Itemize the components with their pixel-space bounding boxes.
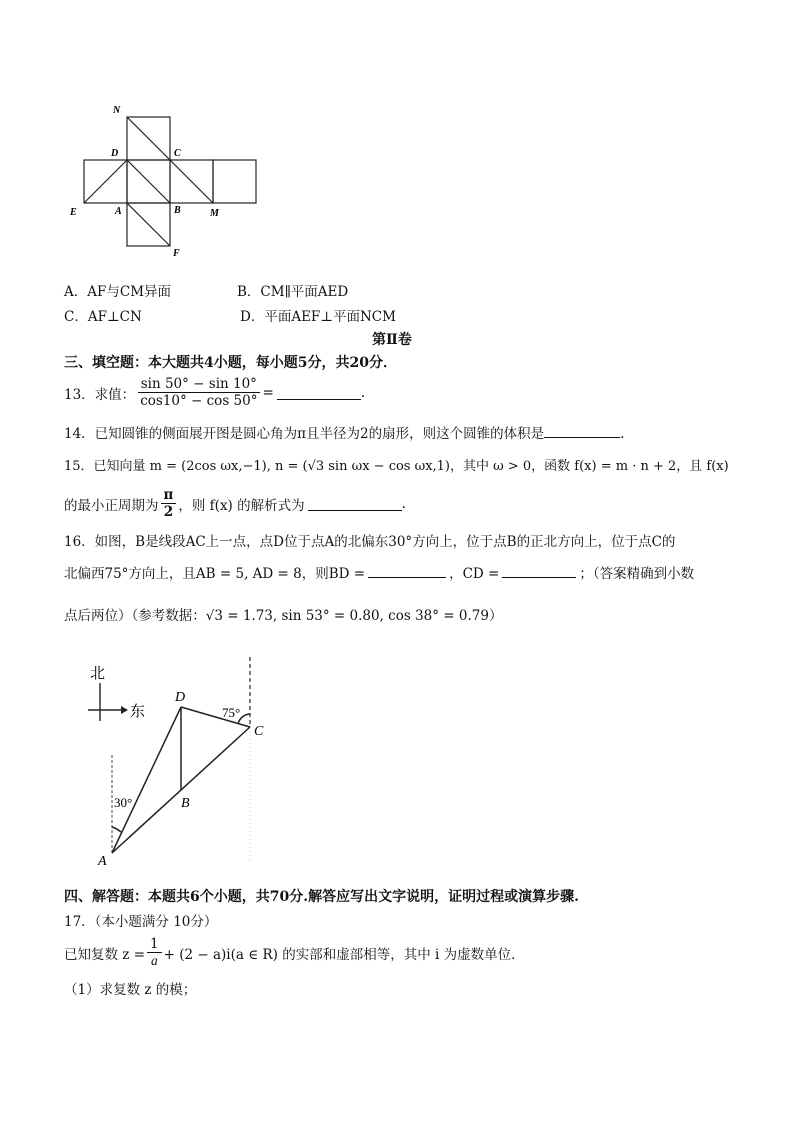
q13-equals: = [262, 384, 274, 401]
diagonal-NC [127, 117, 170, 160]
diagonal-ED [84, 160, 127, 203]
north-label: 北 [90, 666, 106, 682]
q13-answer-blank[interactable] [277, 385, 361, 400]
option-A: A．AF与CM异面 [64, 284, 172, 300]
q13-fraction [137, 376, 260, 409]
net-square-far-right [213, 160, 256, 203]
q13-prefix: 13．求值： [64, 386, 136, 403]
angle-C-label: 75° [222, 705, 241, 720]
q17-frac-den: a [150, 953, 158, 968]
q17-pre: 已知复数 z = [64, 946, 146, 963]
q15-line1: 15．已知向量 m = (2cos ωx,−1), n = (√3 sin ωx − cos ωx,1)，其中 ω > 0，函数 f(x) = m · n + 2，且 f(x) [64, 459, 729, 474]
label-M: M [210, 208, 219, 219]
q17-statement [64, 936, 525, 969]
q17-sub1: （1）求复数 z 的模； [64, 982, 197, 998]
point-C-label: C [254, 724, 264, 739]
diagonal-DB [127, 160, 170, 203]
q14-end: . [620, 426, 625, 442]
q15-fraction [161, 487, 177, 520]
q17-fraction [147, 936, 162, 969]
part4-heading: 四、解答题：本题共6个小题，共70分.解答应写出文字说明，证明过程或演算步骤. [64, 889, 579, 905]
q17-post: + (2 − a)i(a ∈ R) 的实部和虚部相等，其中 i 为虚数单位． [163, 946, 525, 963]
q15-line2-pre: 的最小正周期为 [64, 497, 159, 514]
q13-end: . [360, 384, 366, 401]
point-D-label: D [175, 690, 186, 705]
q15-line2 [64, 487, 406, 520]
q13 [64, 376, 365, 409]
q17-title: 17．（本小题满分 10分） [64, 914, 218, 930]
segment-AD [112, 707, 181, 853]
section-title: 第Ⅱ卷 [372, 332, 412, 348]
angle-arc-A [112, 827, 121, 832]
q16-line2-post: ；（答案精确到小数 [579, 566, 695, 582]
q16-line3: 点后两位）（参考数据：√3 = 1.73, sin 53° = 0.80, cos 38° = 0.79） [64, 608, 503, 624]
q16-line2 [64, 562, 694, 582]
point-B-label: B [181, 796, 190, 811]
label-N: N [113, 105, 121, 116]
q16-line2-pre: 北偏西75°方向上，且AB = 5, AD = 8，则BD = [64, 566, 366, 582]
q16-cd-blank[interactable] [502, 563, 576, 578]
q14-text: 14．已知圆锥的侧面展开图是圆心角为π且半径为2的扇形，则这个圆锥的体积是 [64, 426, 545, 442]
label-E: E [70, 207, 77, 218]
direction-figure [85, 655, 285, 870]
q15-end: . [401, 495, 406, 512]
option-B: B．CM∥平面AED [237, 284, 349, 300]
q13-denominator: cos10° − cos 50° [140, 393, 258, 409]
option-C: C．AF⊥CN [64, 309, 142, 325]
label-B: B [174, 205, 181, 216]
q15-answer-blank[interactable] [308, 496, 402, 511]
q17-frac-num: 1 [147, 936, 162, 953]
label-F: F [173, 248, 180, 259]
q14-answer-blank[interactable] [544, 423, 620, 438]
angle-A-label: 30° [114, 795, 133, 810]
q16-line1: 16．如图，B是线段AC上一点，点D位于点A的北偏东30°方向上，位于点B的正北方向上，位于点C的 [64, 534, 676, 550]
east-arrow-icon [121, 706, 128, 714]
label-C: C [174, 148, 181, 159]
q15-line2-post: ，则 f(x) 的解析式为 [178, 497, 305, 514]
q15-frac-den: 2 [163, 504, 174, 520]
q16-bd-blank[interactable] [368, 563, 446, 578]
q16-line2-mid: ，CD = [449, 566, 500, 582]
q15-frac-num: π [161, 487, 177, 504]
east-label: 东 [130, 704, 146, 720]
point-A-label: A [98, 854, 107, 869]
label-A: A [115, 206, 122, 217]
label-D: D [111, 148, 119, 159]
part3-heading: 三、填空题：本大题共4小题，每小题5分，共20分． [64, 355, 397, 371]
diagonal-CM [170, 160, 213, 203]
q14 [64, 422, 624, 442]
q13-numerator: sin 50° − sin 10° [138, 376, 260, 393]
option-D: D．平面AEF⊥平面NCM [240, 309, 396, 325]
diagonal-AF [127, 203, 170, 246]
cube-net-figure [60, 100, 270, 260]
